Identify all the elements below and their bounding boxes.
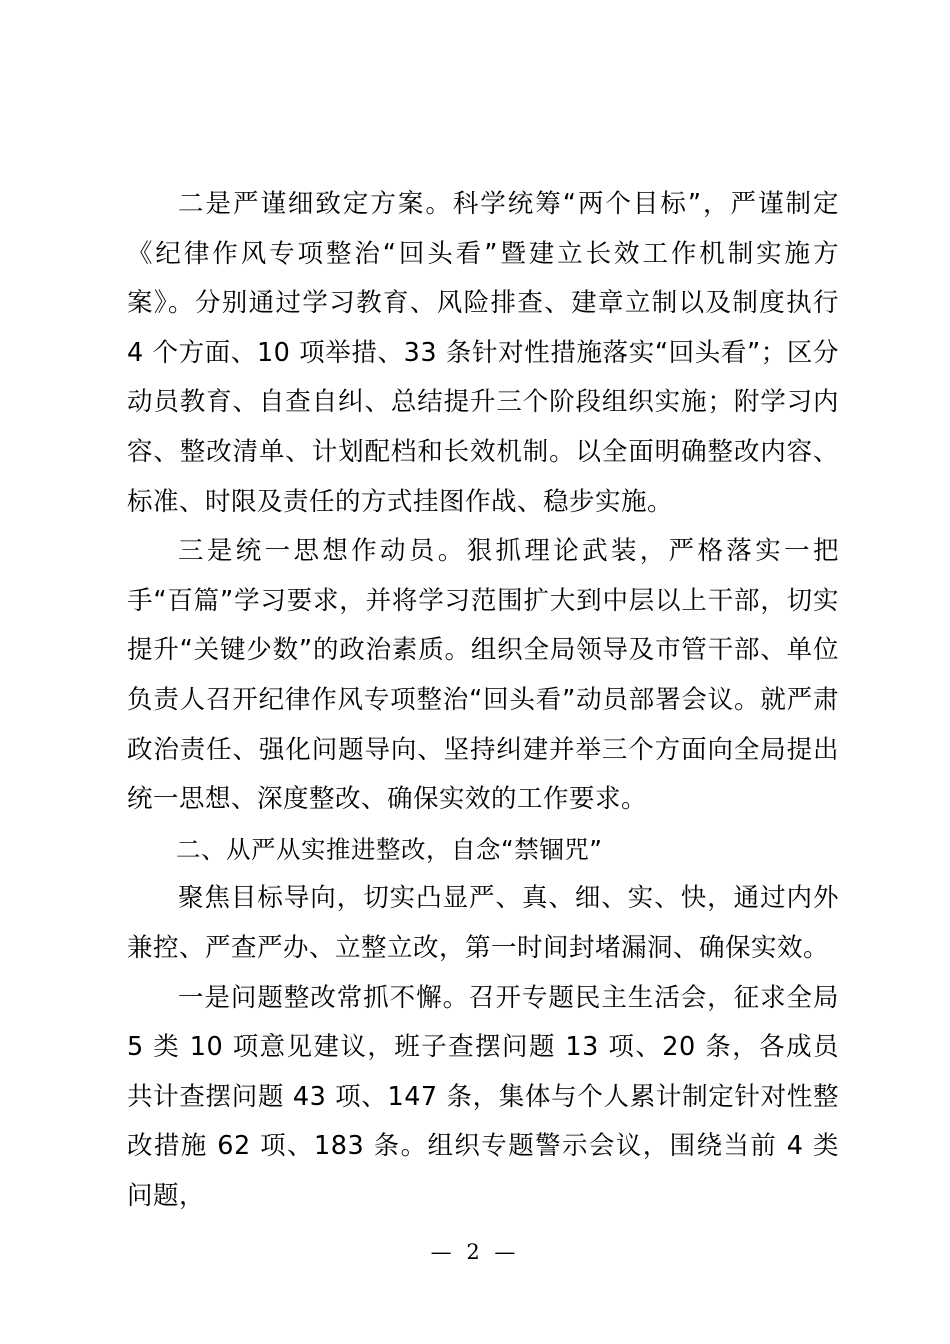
paragraph-plan: 二是严谨细致定方案。科学统筹“两个目标”，严谨制定《纪律作风专项整治“回头看”暨建立长效工作机制实施方案》。分别通过学习教育、风险排查、建章立制以及制度执行 4 个方面、10 项举措、33 条针对性措施落实“回头看”；区分动员教育、自查自纠、总结提升三个阶段组织实施；附学习内容、整改清单、计划配档和长效机制。以全面明确整改内容、标准、时限及责任的方式挂图作战、稳步实施。 [127,189,839,517]
page-number: — 2 — [430,1240,520,1264]
document-body [127,180,839,1221]
paragraph-rectification: 一是问题整改常抓不懈。召开专题民主生活会，征求全局 5 类 10 项意见建议，班子查摆问题 13 项、20 条，各成员共计查摆问题 43 项、147 条，集体与个人累计制定针对性整改措施 62 项、183 条。组织专题警示会议，围绕当前 4 类问题， [127,982,839,1211]
paragraph-mobilization: 三是统一思想作动员。狠抓理论武装，严格落实一把手“百篇”学习要求，并将学习范围扩大到中层以上干部，切实提升“关键少数”的政治素质。组织全局领导及市管干部、单位负责人召开纪律作风专项整治“回头看”动员部署会议。就严肃政治责任、强化问题导向、坚持纠建并举三个方面向全局提出统一思想、深度整改、确保实效的工作要求。 [127,536,839,815]
paragraph-target-orientation: 聚焦目标导向，切实凸显严、真、细、实、快，通过内外兼控、严查严办、立整立改，第一时间封堵漏洞、确保实效。 [127,883,839,963]
section-heading: 二、从严从实推进整改，自念“禁锢咒” [176,834,603,864]
